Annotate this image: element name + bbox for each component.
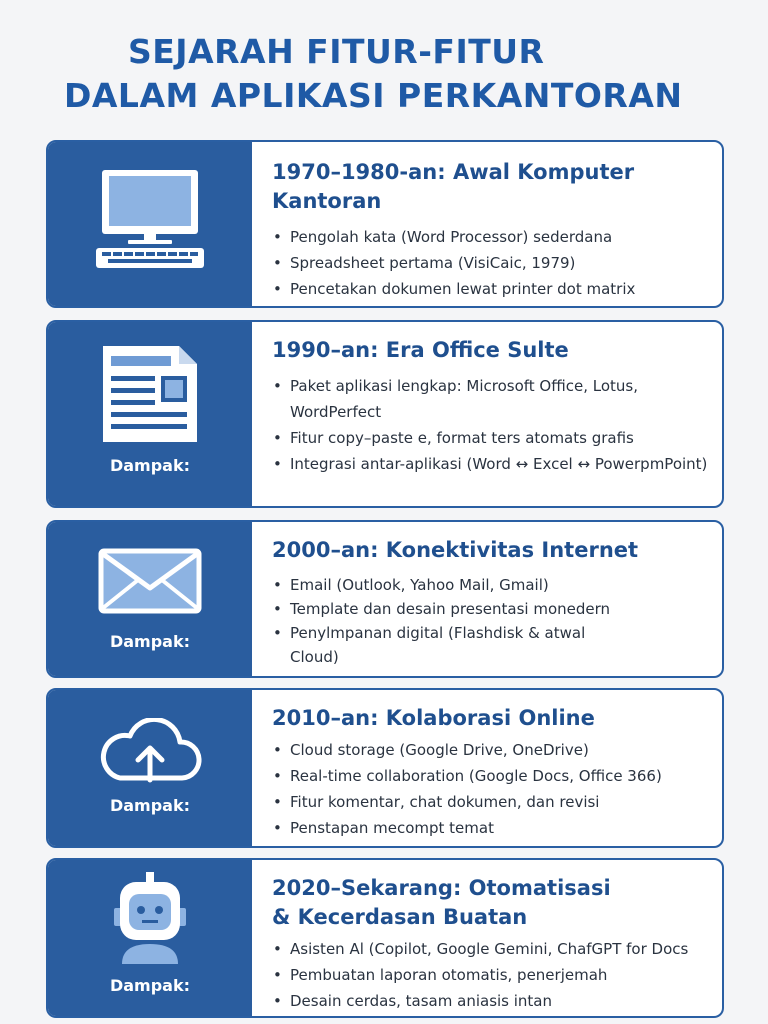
cloud-upload-icon: [48, 718, 252, 784]
card-heading-line-2: Kantoran: [272, 189, 382, 213]
card-heading: 1990–an: Era Office Sulte: [272, 338, 569, 362]
card-content: [272, 158, 712, 302]
list-item: • Desain cerdas, tasam aniasis intan: [272, 988, 712, 1014]
card-heading-line-1: 1970–1980-an: Awal Komputer: [272, 160, 635, 184]
card-side-panel: [48, 860, 252, 1016]
card-content: [272, 874, 712, 1014]
list-item: • Email (Outlook, Yahoo Mail, Gmail): [272, 573, 712, 597]
list-item: • Asisten Al (Copilot, Google Gemini, ChafGPT for Docs: [272, 936, 712, 962]
list-item: • Template dan desain presentasi monedern: [272, 597, 712, 621]
list-item: • Pencetakan dokumen lewat printer dot matrix: [272, 276, 712, 302]
card-heading-line-2: & Kecerdasan Buatan: [272, 905, 528, 929]
desktop-computer-icon: [48, 166, 252, 272]
list-item: • Pengolah kata (Word Processor) sederdana: [272, 224, 712, 250]
page-title: [0, 30, 768, 118]
page-title-line-1: SEJARAH FITUR-FITUR: [128, 32, 545, 71]
card-side-panel: [48, 322, 252, 506]
card-side-panel: [48, 522, 252, 676]
timeline-card-2000s: [46, 520, 724, 678]
list-item: • Pembuatan laporan otomatis, penerjemah: [272, 962, 712, 988]
card-content: [272, 336, 712, 477]
timeline-card-1990s: [46, 320, 724, 508]
card-side-panel: [48, 690, 252, 846]
feature-list: [272, 936, 712, 1014]
card-content: [272, 536, 712, 669]
list-item: • Spreadsheet pertama (VisiCaic, 1979): [272, 250, 712, 276]
feature-list: [272, 373, 712, 477]
document-icon: [48, 344, 252, 444]
timeline-card-2010s: [46, 688, 724, 848]
envelope-icon: [48, 548, 252, 614]
dampak-label: Dampak:: [109, 796, 191, 815]
dampak-label: Dampak:: [109, 976, 191, 995]
list-item: • Paket aplikasi lengkap: Microsoft Office, Lotus, WordPerfect: [272, 373, 712, 425]
card-heading: [272, 874, 712, 932]
list-item: • Fitur copy–paste e, format ters atomats grafis: [272, 425, 712, 451]
dampak-label: Dampak:: [109, 632, 191, 651]
feature-list: [272, 224, 712, 302]
list-item: • Fitur komentar, chat dokumen, dan revisi: [272, 789, 712, 815]
card-side-panel: [48, 142, 252, 306]
feature-list: [272, 573, 712, 669]
list-item: • Integrasi antar-aplikasi (Word ↔ Excel ↔ PowerpmPoint): [272, 451, 712, 477]
card-heading: 2000–an: Konektivitas Internet: [272, 538, 639, 562]
card-content: [272, 704, 712, 841]
card-heading: [272, 158, 712, 216]
list-item: • Cloud storage (Google Drive, OneDrive): [272, 737, 712, 763]
card-heading: 2010–an: Kolaborasi Online: [272, 706, 595, 730]
dampak-label: Dampak:: [109, 456, 191, 475]
card-heading-line-1: 2020–Sekarang: Otomatisasi: [272, 876, 611, 900]
list-item: • Real-time collaboration (Google Docs, Office 366): [272, 763, 712, 789]
page-title-line-2: DALAM APLIKASI PERKANTORAN: [64, 76, 683, 115]
feature-list: [272, 737, 712, 841]
list-item: • Penylmpanan digital (Flashdisk & atwal Cloud): [272, 621, 712, 669]
list-item: • Penstapan mecompt temat: [272, 815, 712, 841]
robot-icon: [48, 872, 252, 964]
timeline-card-1970s: [46, 140, 724, 308]
timeline-card-2020s: [46, 858, 724, 1018]
